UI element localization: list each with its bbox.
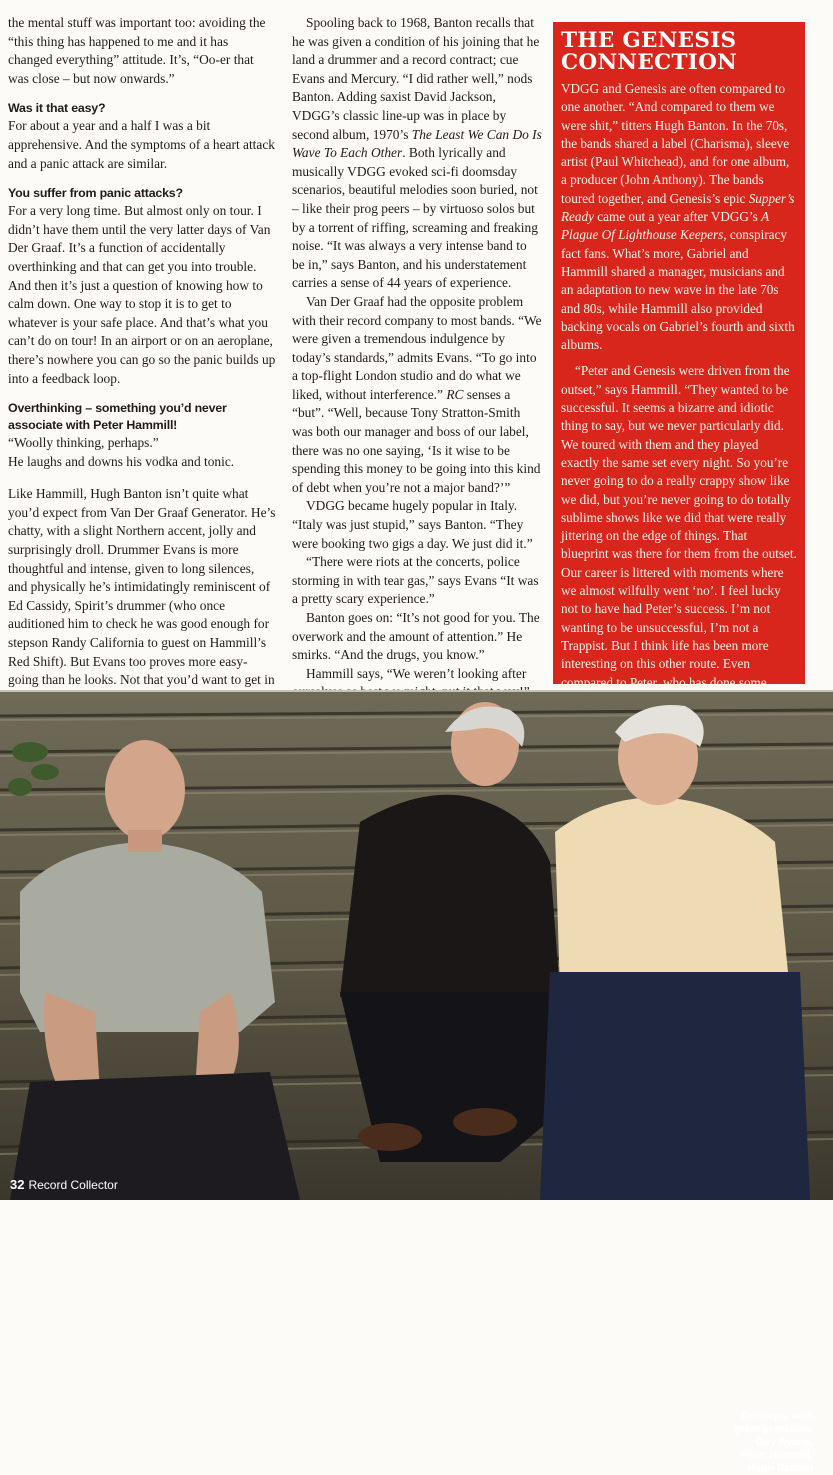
sidebar-paragraph: “Peter and Genesis were driven from the outset,” says Hammill. “They wanted to be successful. It seems a bizarre and idiotic thing to say, but we never particularly did. We toured with them and they played exactly the same set every night. So you’re never going to do a really crappy show like we did, but you’re never going to do totally sublime shows like we did that were really jittering on the edge of things. That blueprint was there for them from the outset. Our career is littered with moments where we almost wilfully went ‘no’. I feel lucky not to have had Peter’s success. I’m not wanting to be unsuccessful, I’m not a Trappist. But I think life has been more interesting on this other route. Even compared to Peter, who has done some <box>561 363 797 690</box>
album-title: A Plague Of Lighthouse Keepers <box>561 209 769 243</box>
interview-question: Overthinking – something you’d never associate with Peter Hammill! <box>8 401 227 433</box>
article-column-2 <box>292 14 542 776</box>
page-footer <box>10 1177 118 1192</box>
album-title: The Least We Can Do Is Wave To Each Other <box>292 126 542 161</box>
interview-question: You suffer from panic attacks? <box>8 186 183 201</box>
band-photo-illustration <box>0 692 833 1200</box>
paragraph: Banton goes on: “It’s not good for you. The overwork and the amount of attention.” He smirks. “And the drugs, you know.” <box>292 610 540 663</box>
sidebar-title: THE GENESIS CONNECTION <box>561 28 738 75</box>
paragraph: Like Hammill, Hugh Banton isn’t quite what you’d expect from Van Der Graaf Generator. He’s chatty, with a slight Northern accent, jolly and surprisingly droll. Drummer Evans is more thoughtful and intense, given to long silences, and physically he’s intimidatingly reminiscent of Ed Cassidy, Spirit’s drummer (who once auditioned him to check he was good enough for stepson Randy California to guest on Hammill’s Red Shift). But Evans too proves more easy-going than he looks. Not that you’d want to get in <box>8 486 276 688</box>
song-title: Supper’s Ready <box>561 190 795 225</box>
paragraph: Spooling back to 1968, Banton recalls that he was given a condition of his joining that he land a drummer and a record contract; cue Evans and Mercury. “I did rather well,” nods Banton. Adding saxist David Jackson, VDGG’s classic line-up was in place by second album, 1970’s The Least We Can Do Is Wave To Each Other. Both lyrically and musically VDGG evoked sci-fi doomsday scenarios, beautiful melodies soon buried, not – like their prog peers – by virtuoso solos but by a torrent of riffing, screaming and freaking noise. “It was always a very intense band to be in,” says Banton, and his understatement carries a sense of 44 years of experience. <box>292 15 542 291</box>
paragraph: “There were riots at the concerts, police storming in with tear gas,” says Evans “It was a pretty scary experience.” <box>292 554 539 607</box>
article-column-1 <box>8 14 276 708</box>
paragraph: the mental stuff was important too: avoiding the “this thing has happened to me and it has changed everything” attitude. It’s, “Oo-er that was close – but now onwards.” <box>8 15 266 86</box>
magazine-initials: RC <box>446 386 464 402</box>
sidebar-paragraph: VDGG and Genesis are often compared to one another. “And compared to them we were shit,” titters Hugh Banton. In the 70s, the bands shared a label (Charisma), sleeve artist (Paul Whitchead), and for one album, a producer (John Anthony). The bands toured together, and Genesis’s epic Supper’s Ready came out a year after VDGG’s A Plague Of Lighthouse Keepers, conspiracy fact fans. What’s more, Gabriel and Hammill shared a manager, musicians and an adaptation to new wave in the late 70s and 80s, while Hammill also provided backing vocals on Gabriel’s fourth and sixth albums. <box>561 81 795 353</box>
magazine-name: Record Collector <box>28 1178 118 1192</box>
interview-answer: He laughs and downs his vodka and tonic. <box>8 453 235 469</box>
photo-caption: On steps, with great precision: Guy Evans, Peter Hammill, Hugh Banton <box>734 1410 813 1474</box>
interview-question: Was it that easy? <box>8 101 106 116</box>
band-photo <box>0 692 833 1474</box>
interview-answer: For about a year and a half I was a bit apprehensive. And the symptoms of a heart attack and a panic attack are similar. <box>8 118 275 171</box>
genesis-sidebar-box <box>553 22 805 690</box>
page-number: 32 <box>10 1177 25 1192</box>
paragraph: Van Der Graaf had the opposite problem with their record company to most bands. “We were given a tremendous indulgence by today’s standards,” admits Evans. “To go into a top-flight London studio and do what we liked, without interference.” RC senses a “but”. “Well, because Tony Stratton-Smith was both our manager and boss of our label, there was no one saying, ‘Is it wise to be spending this money to be going into this kind of debt when you’re not a major band?’” <box>292 293 542 495</box>
interview-answer: For a very long time. But almost only on tour. I didn’t have them until the very latter days of Van Der Graaf. It’s a function of accidentally overthinking and that can get you into trouble. And then it’s just a question of knowing how to calm down. One way to stop it is to get to whatever is your safe place. And that’s what you can’t do on tour! In an airport or on an aeroplane, there’s nowhere you can go so the panic builds up into a feedback loop. <box>8 203 276 386</box>
paragraph: VDGG became hugely popular in Italy. “Italy was just stupid,” says Banton. “They were booking two gigs a day. We just did it.” <box>292 498 533 551</box>
paragraph: Hammill says, “We weren’t looking after <box>306 665 527 681</box>
interview-answer: “Woolly thinking, perhaps.” <box>8 435 159 451</box>
